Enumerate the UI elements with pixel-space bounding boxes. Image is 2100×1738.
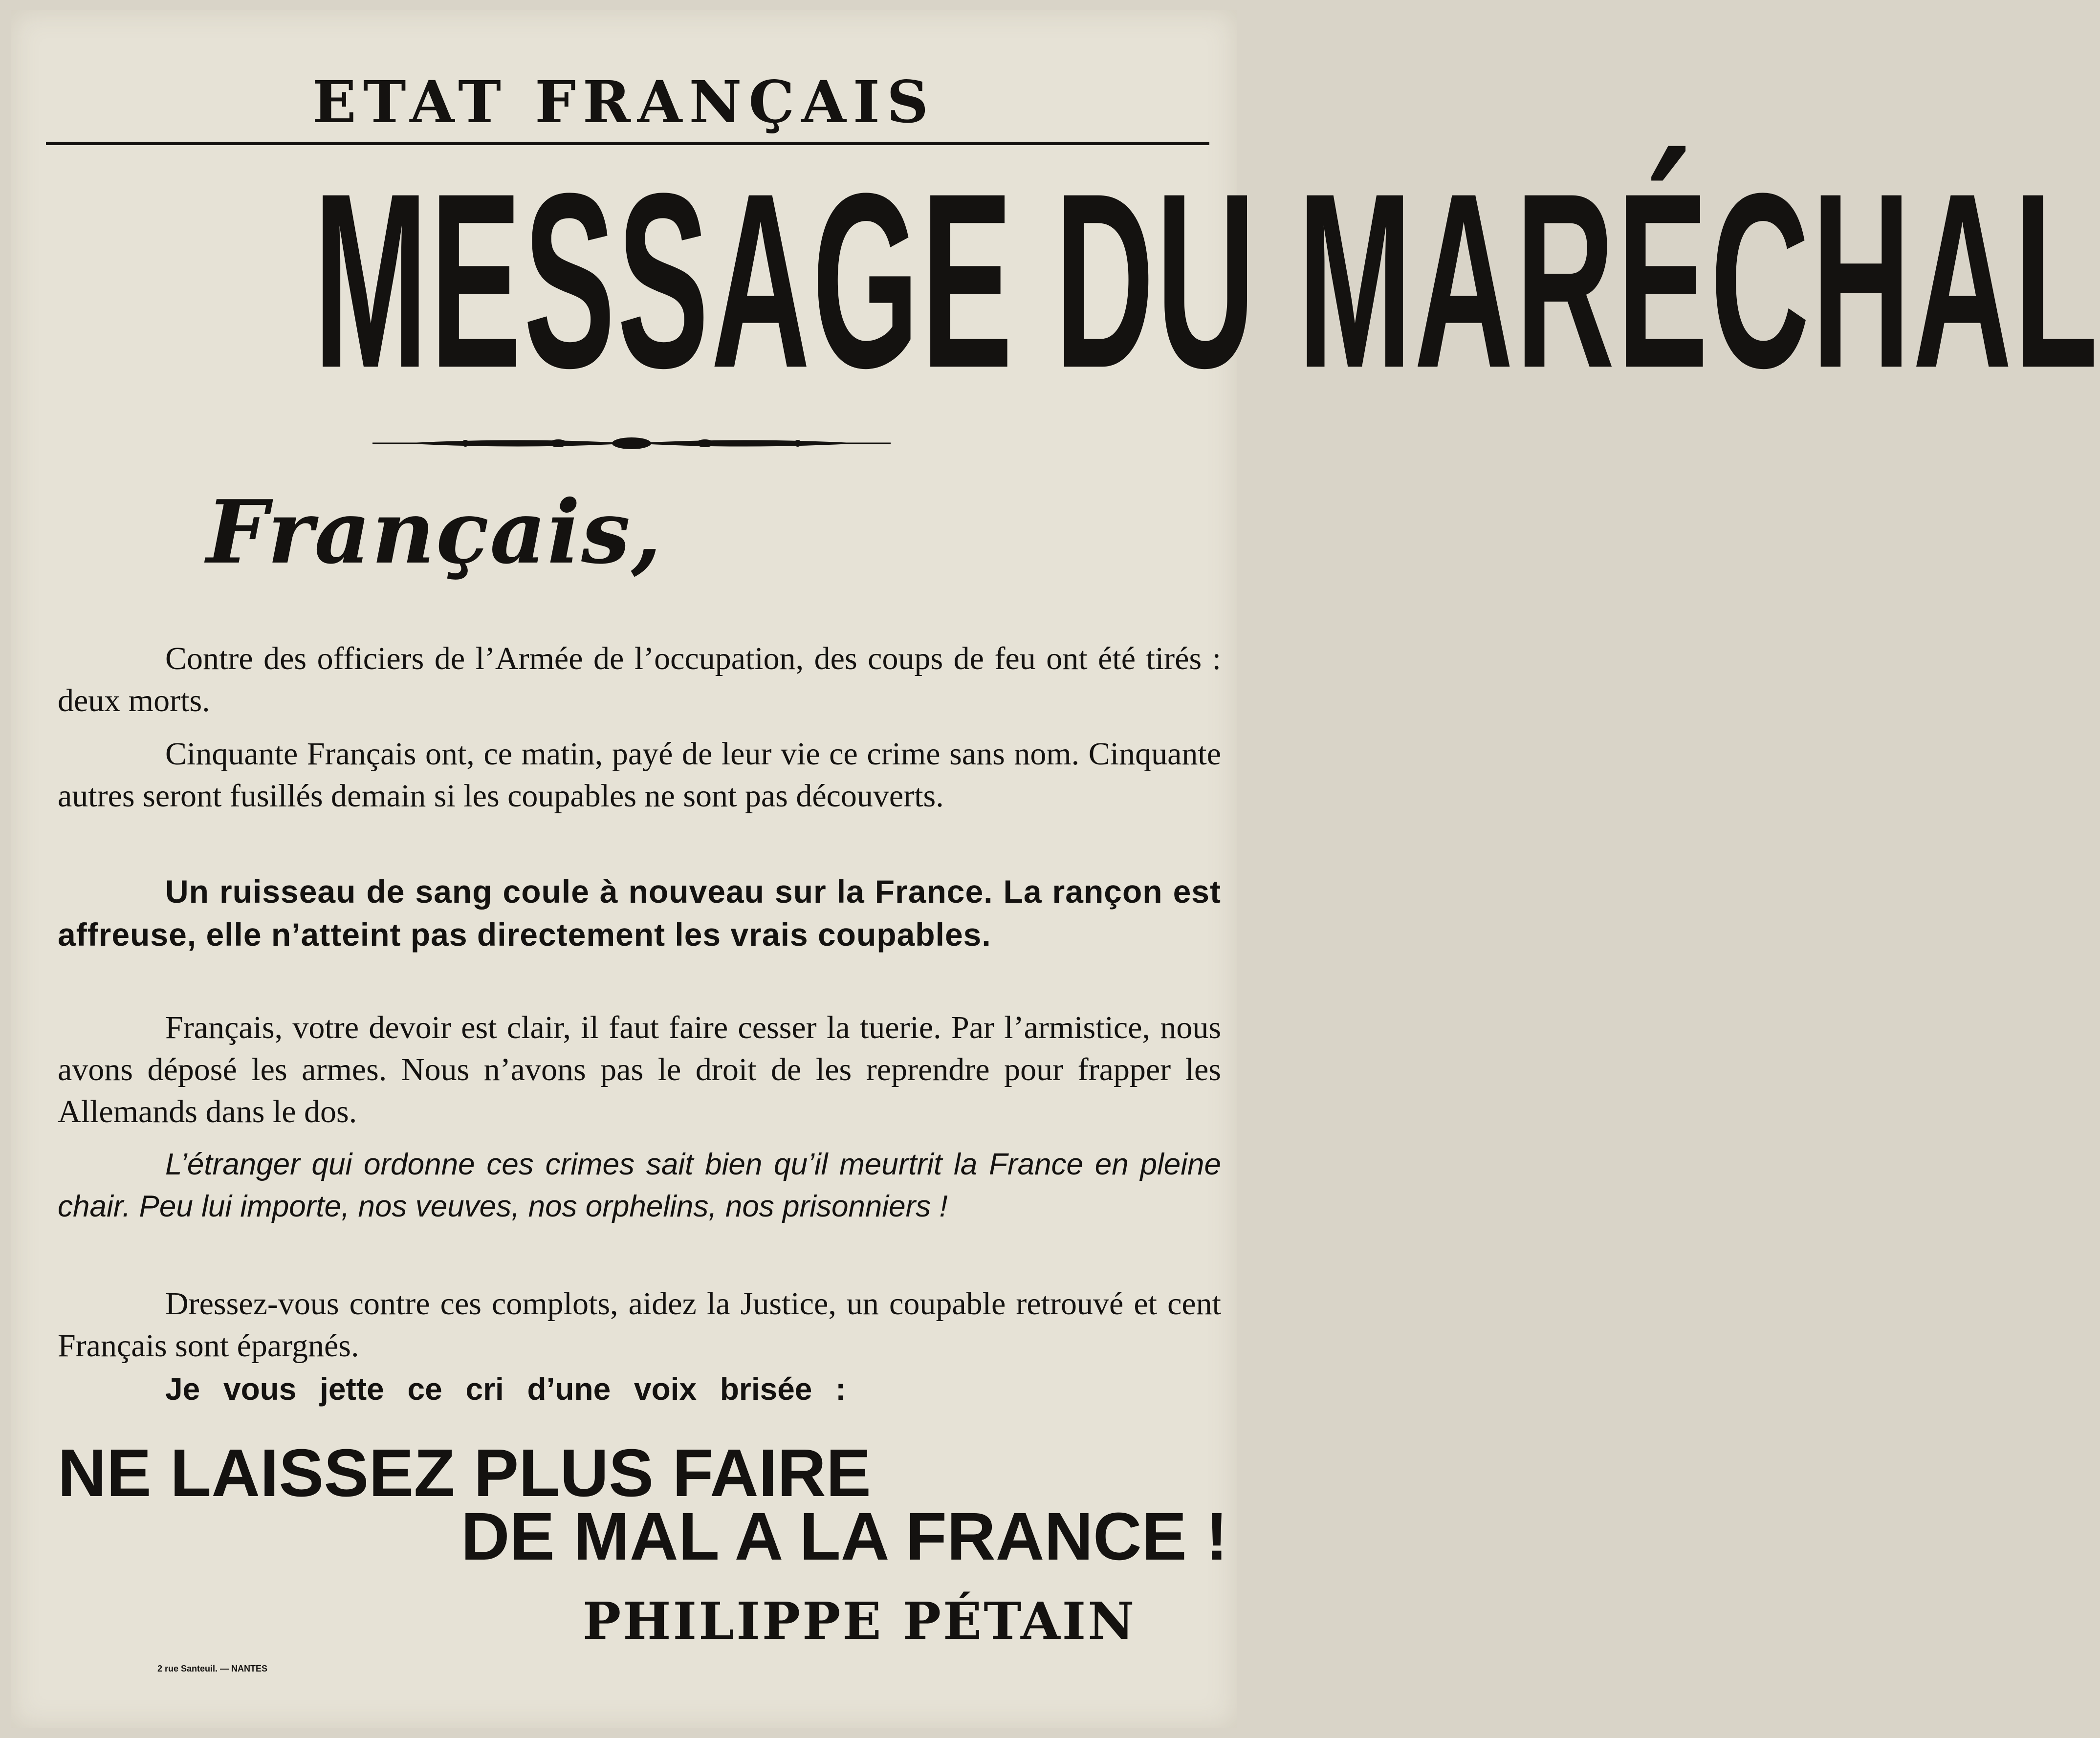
poster <box>11 10 2100 1728</box>
paragraph-4: Français, votre devoir est clair, il faut faire cesser la tuerie. Par l’armistice, nous avons déposé les armes. Nous n’avons pas le droit de les reprendre pour frapper les Allemands dans le dos. <box>58 1010 1221 1130</box>
paragraph-1: Contre des officiers de l’Armée de l’occupation, des coups de feu ont été tirés : deux morts. <box>58 641 1221 718</box>
cry-line: Je vous jette ce cri d’une voix brisée : <box>165 1371 846 1407</box>
slogan-line-2: DE MAL A LA FRANCE ! <box>460 1499 1228 1574</box>
printer-imprint: 2 rue Santeuil. — NANTES <box>157 1664 268 1673</box>
paragraph-6: Dressez-vous contre ces complots, aidez la Justice, un coupable retrouvé et cent Français sont épargnés. <box>58 1286 1221 1364</box>
paragraph-3: Un ruisseau de sang coule à nouveau sur la France. La rançon est affreuse, elle n’atteint pas directement les vrais coupables. <box>58 873 1221 953</box>
slogan-line-1: NE LAISSEZ PLUS FAIRE <box>58 1435 871 1511</box>
paragraph-5: L’étranger qui ordonne ces crimes sait bien qu’il meurtrit la France en pleine chair. Peu lui importe, nos veuves, nos orphelins, nos prisonniers ! <box>58 1148 1221 1223</box>
paragraph-2: Cinquante Français ont, ce matin, payé de leur vie ce crime sans nom. Cinquante autres seront fusillés demain si les coupables ne sont pas découverts. <box>58 736 1221 814</box>
etat-francais-heading: ETAT FRANÇAIS <box>312 68 936 136</box>
greeting-francais: Français, <box>206 481 663 583</box>
signature: PHILIPPE PÉTAIN <box>583 1591 1137 1651</box>
ornament-divider <box>372 435 891 452</box>
message-headline: MESSAGE DU MARÉCHAL <box>313 141 2100 420</box>
